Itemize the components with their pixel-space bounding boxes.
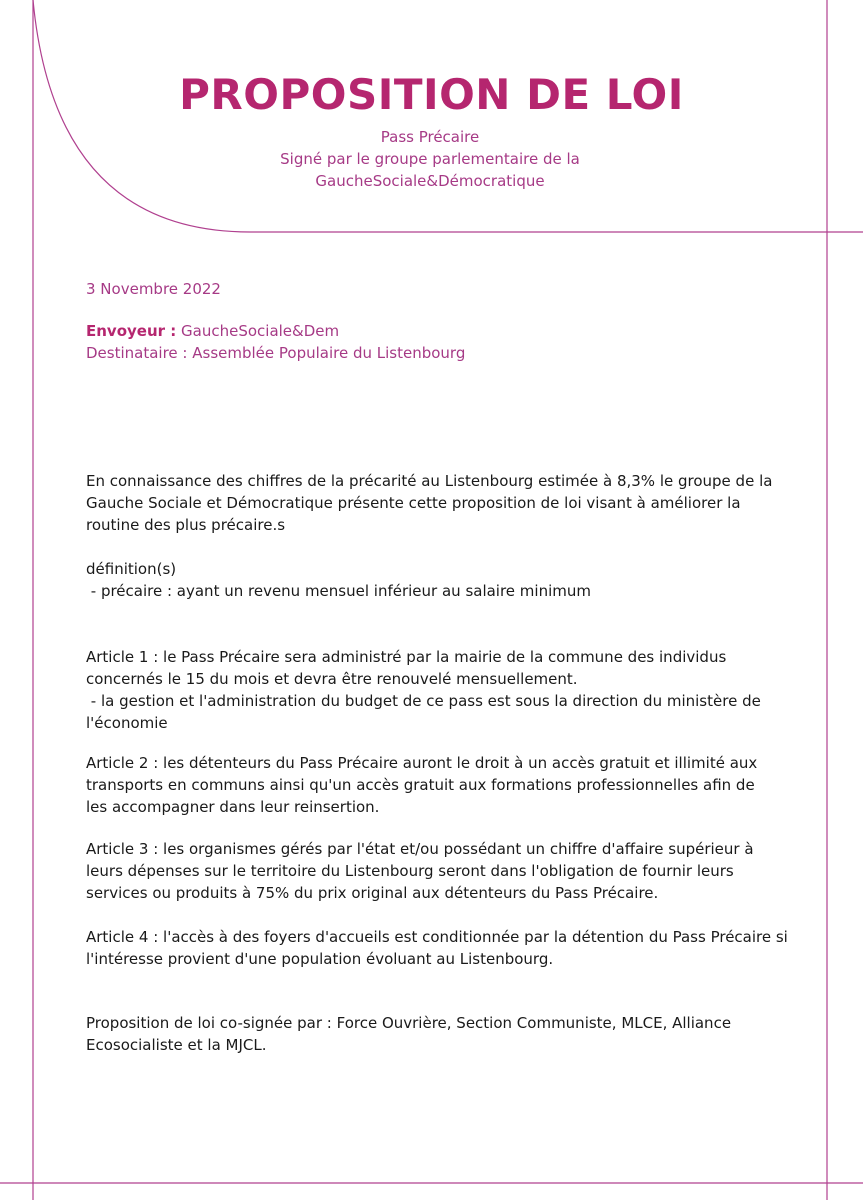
text-line: - la gestion et l'administration du budget de ce pass est sous la direction du ministère de	[86, 692, 761, 710]
text-line: l'intéresse provient d'une population évoluant au Listenbourg.	[86, 950, 554, 968]
text-line: Article 4 : l'accès à des foyers d'accueils est conditionnée par la détention du Pass Précaire si	[86, 928, 788, 946]
definitions-heading: définition(s)	[86, 560, 177, 578]
text-line: transports en communs ainsi qu'un accès gratuit aux formations professionnelles afin de	[86, 776, 755, 794]
text-line: Article 1 : le Pass Précaire sera administré par la mairie de la commune des individus	[86, 648, 727, 666]
document-date: 3 Novembre 2022	[86, 280, 221, 298]
text-line: Proposition de loi co-signée par : Force Ouvrière, Section Communiste, MLCE, Alliance	[86, 1014, 732, 1032]
sender-label: Envoyeur :	[86, 322, 177, 340]
subtitle-line: Signé par le groupe parlementaire de la	[280, 150, 580, 168]
closing-paragraph	[86, 1012, 786, 1056]
definition-item: - précaire : ayant un revenu mensuel inférieur au salaire minimum	[86, 582, 591, 600]
text-line: leurs dépenses sur le territoire du Listenbourg seront dans l'obligation de fournir leurs	[86, 862, 734, 880]
article-3	[86, 838, 786, 904]
text-line: les accompagner dans leur reinsertion.	[86, 798, 380, 816]
text-line: services ou produits à 75% du prix original aux détenteurs du Pass Précaire.	[86, 884, 659, 902]
text-line: Article 3 : les organismes gérés par l'état et/ou possédant un chiffre d'affaire supérieur à	[86, 840, 754, 858]
text-line: Ecosocialiste et la MJCL.	[86, 1036, 267, 1054]
recipient-line: Destinataire : Assemblée Populaire du Listenbourg	[86, 344, 466, 362]
article-1	[86, 646, 786, 734]
article-4	[86, 926, 786, 970]
text-line: l'économie	[86, 714, 168, 732]
text-line: Gauche Sociale et Démocratique présente cette proposition de loi visant à améliorer la	[86, 494, 741, 512]
text-line: routine des plus précaire.s	[86, 516, 286, 534]
document-subtitle	[230, 126, 630, 192]
text-line: En connaissance des chiffres de la précarité au Listenbourg estimée à 8,3% le groupe de la	[86, 472, 773, 490]
sender-line	[86, 320, 339, 342]
definitions-section	[86, 558, 786, 602]
document-title: PROPOSITION DE LOI	[179, 70, 684, 119]
subtitle-line: GaucheSociale&Démocratique	[315, 172, 545, 190]
intro-paragraph	[86, 470, 786, 536]
text-line: concernés le 15 du mois et devra être renouvelé mensuellement.	[86, 670, 578, 688]
subtitle-line: Pass Précaire	[380, 128, 480, 146]
sender-value: GaucheSociale&Dem	[176, 322, 340, 340]
article-2	[86, 752, 786, 818]
text-line: Article 2 : les détenteurs du Pass Précaire auront le droit à un accès gratuit et illimité aux	[86, 754, 758, 772]
